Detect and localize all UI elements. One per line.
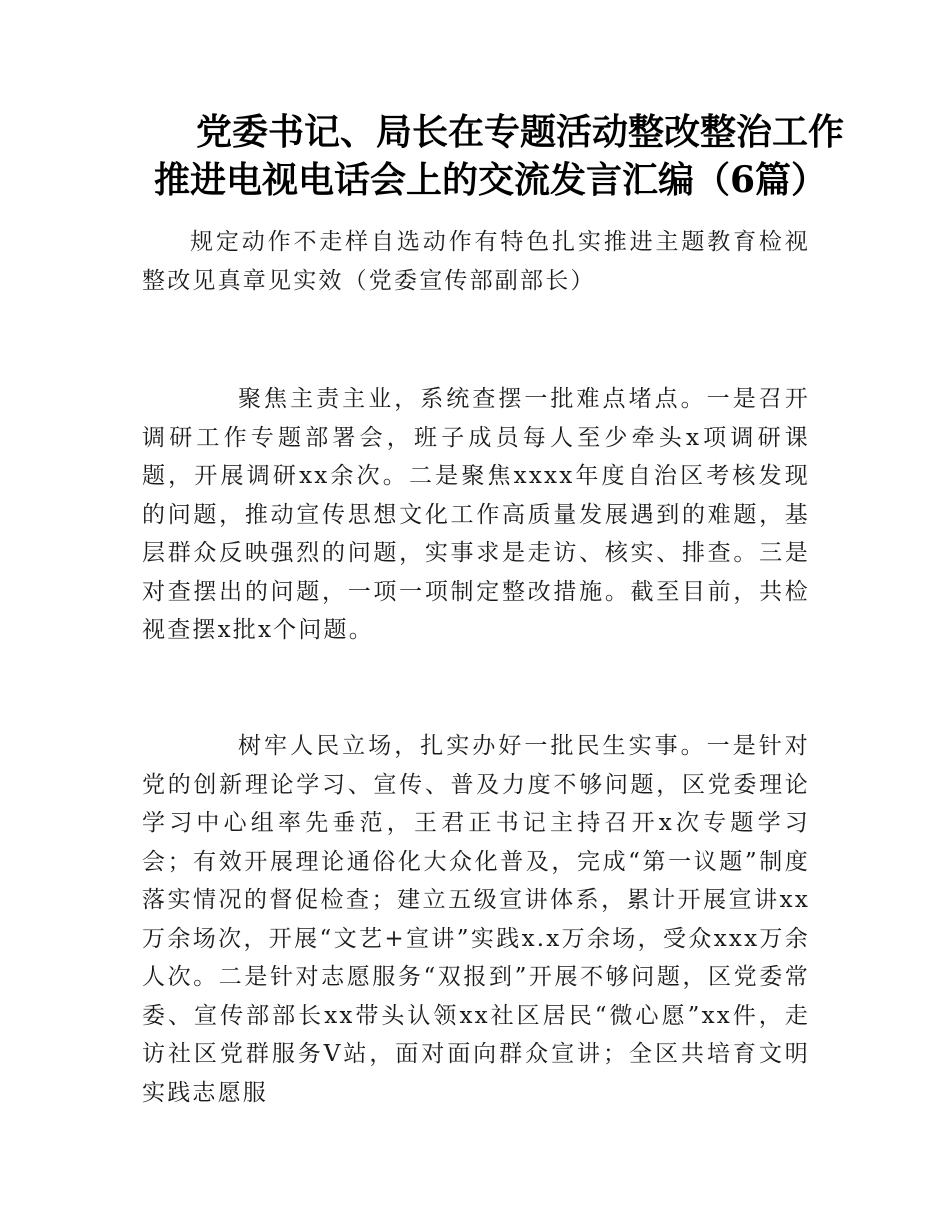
body-paragraph-2: 树牢人民立场，扎实办好一批民生实事。一是针对党的创新理论学习、宣传、普及力度不够问题，区党委理论学习中心组率先垂范，王君正书记主持召开x次专题学习会；有效开展理论通俗化大众化普及，完成“第一议题”制度落实情况的督促检查；建立五级宣讲体系，累计开展宣讲xx万余场次，开展“文艺+宣讲”实践x.x万余场，受众xxx万余人次。二是针对志愿服务“双报到”开展不够问题，区党委常委、宣传部部长xx带头认领xx社区居民“微心愿”xx件，走访社区党群服务V站，面对面向群众宣讲；全区共培育文明实践志愿服 [142,733,810,1106]
body-paragraph-1: 聚焦主责主业，系统查摆一批难点堵点。一是召开调研工作专题部署会，班子成员每人至少牵头x项调研课题，开展调研xx余次。二是聚焦xxxx年度自治区考核发现的问题，推动宣传思想文化工作高质量发展遇到的难题，基层群众反映强烈的问题，实事求是走访、核实、排查。三是对查摆出的问题，一项一项制定整改措施。截至目前，共检视查摆x批x个问题。 [142,386,810,643]
title-line-1: 党委书记、局长在专题活动整改整治工作 [196,111,845,153]
document-title [140,108,845,204]
title-line-2: 推进电视电话会上的交流发言汇编（6篇） [154,159,828,201]
section-subtitle: 规定动作不走样自选动作有特色扎实推进主题教育检视整改见真章见实效（党委宣传部副部长） [142,229,810,294]
